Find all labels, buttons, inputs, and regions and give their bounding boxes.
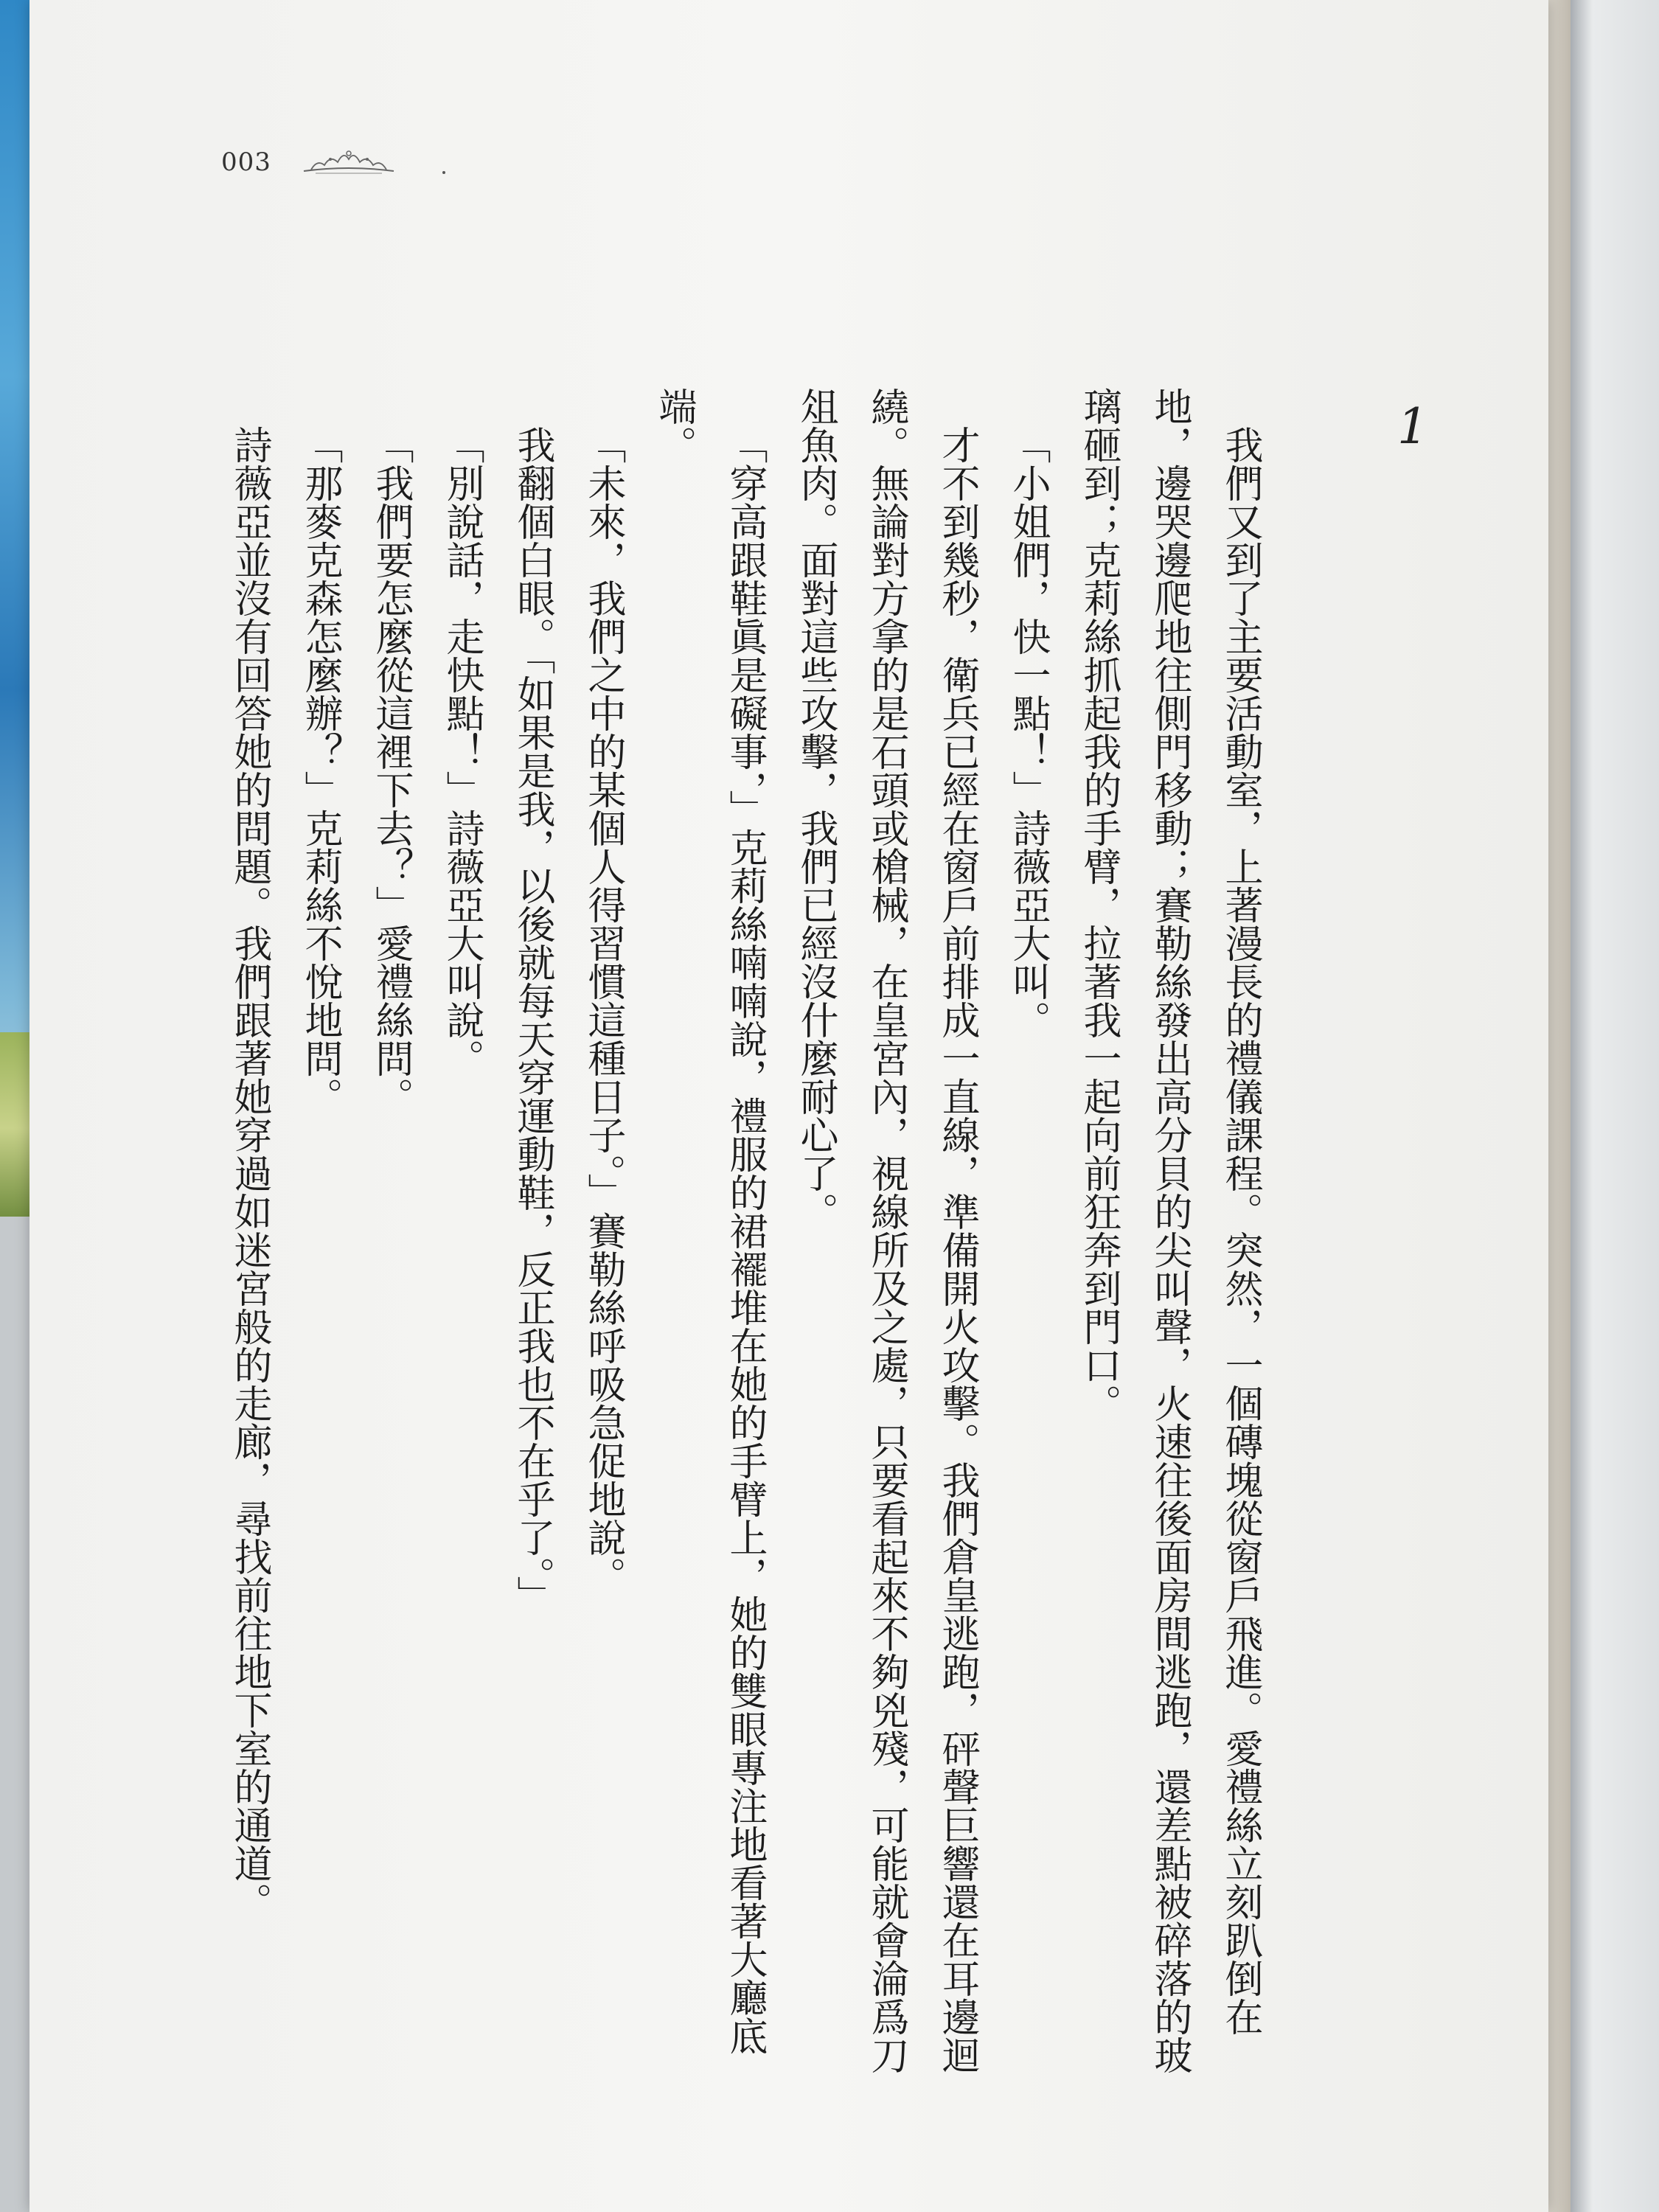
paragraph-1: 我們又到了主要活動室，上著漫長的禮儀課程。突然，一個磚塊從窗戶飛進。愛禮絲立刻趴倒在地，邊哭邊爬地往側門移動；賽勒絲發出高分貝的尖叫聲，火速往後面房間逃跑，還差點被碎落的玻璃砸到；克莉絲抓起我的手臂，拉著我一起向前狂奔到門口。	[1077, 387, 1262, 2074]
book-page	[29, 0, 1548, 2212]
paragraph-6: 我翻個白眼。「如果是我，以後就每天穿運動鞋，反正我也不在乎了。」	[510, 425, 554, 1614]
book-page-edges	[1548, 0, 1571, 2212]
chapter-number: 1	[1397, 398, 1428, 455]
page-number: 003	[221, 147, 271, 177]
paragraph-8: 「我們要怎麼從這裡下去？」愛禮絲問。	[369, 425, 413, 1116]
page-header	[221, 147, 397, 177]
header-dot	[442, 171, 445, 174]
body-text	[214, 387, 1276, 2098]
background-book	[1571, 0, 1659, 2212]
paragraph-5: 「未來，我們之中的某個人得習慣這種日子。」賽勒絲呼吸急促地說。	[581, 425, 625, 1595]
paragraph-2: 「小姐們，快一點！」詩薇亞大叫。	[1006, 425, 1050, 1039]
crown-ornament-icon	[301, 149, 397, 175]
paragraph-4: 「穿高跟鞋眞是礙事，」克莉絲喃喃說，禮服的裙襬堆在她的手臂上，她的雙眼專注地看著大廳底端。	[652, 387, 767, 2055]
paragraph-3: 才不到幾秒，衛兵已經在窗戶前排成一直線，準備開火攻擊。我們倉皇逃跑，砰聲巨響還在耳邊迴繞。無論對方拿的是石頭或槍械，在皇宮內，視線所及之處，只要看起來不夠兇殘，可能就會淪爲刀俎魚肉。面對這些攻擊，我們已經沒什麼耐心了。	[793, 387, 979, 2074]
paragraph-9: 「那麥克森怎麼辦？」克莉絲不悅地問。	[298, 425, 342, 1116]
paragraph-7: 「別說話，走快點！」詩薇亞大叫說。	[439, 425, 484, 1077]
paragraph-10: 詩薇亞並沒有回答她的問題。我們跟著她穿過如迷宮般的走廊，尋找前往地下室的通道。	[227, 425, 271, 1921]
